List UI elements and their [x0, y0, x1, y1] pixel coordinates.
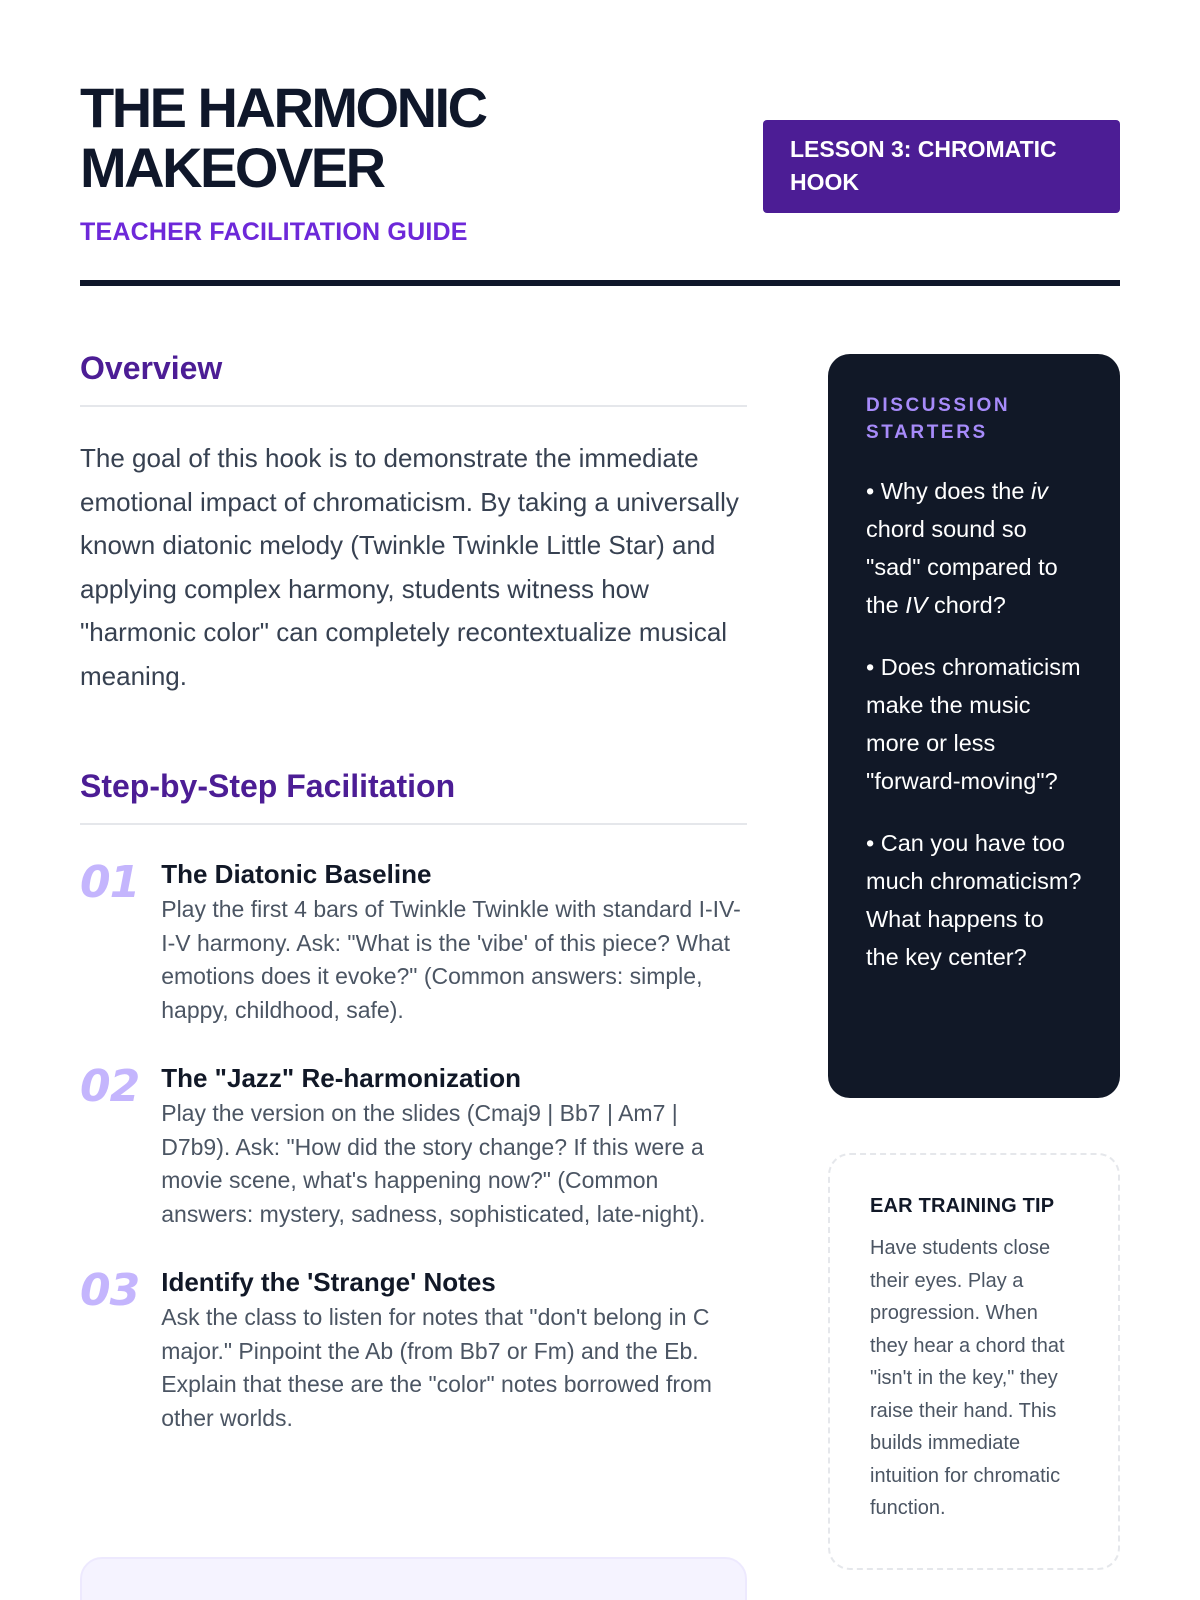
discussion-question: • Does chromaticism make the music more or less "forward-moving"?: [866, 654, 1081, 794]
step-text: Play the first 4 bars of Twinkle Twinkle with standard I-IV-I-V harmony. Ask: "What is the 'vibe' of this piece? What emotions does it evoke?" (Common answers: simple, happy, childhood, safe).: [161, 896, 741, 1023]
step-number: 01: [80, 857, 140, 908]
step-title: The Diatonic Baseline: [161, 859, 432, 889]
overview-heading: Overview: [80, 350, 747, 407]
lesson-badge: LESSON 3: CHROMATIC HOOK: [763, 120, 1120, 213]
page-header: [80, 78, 1120, 288]
header-divider: [80, 280, 1120, 286]
step-item: [80, 1265, 747, 1435]
discussion-question: • Can you have too much chromaticism? What happens to the key center?: [866, 830, 1082, 970]
page-title: THE HARMONIC MAKEOVER: [80, 76, 486, 199]
ear-training-tip-card: [828, 1153, 1120, 1570]
main-column: [80, 350, 747, 1435]
tip-title: EAR TRAINING TIP: [870, 1195, 1055, 1217]
steps-list: [80, 857, 747, 1435]
step-item: [80, 1061, 747, 1231]
step-text: Ask the class to listen for notes that "don't belong in C major." Pinpoint the Ab (from Bb7 or Fm) and the Eb. Explain that these are the "color" notes borrowed from other worlds.: [161, 1304, 712, 1431]
page-subtitle: TEACHER FACILITATION GUIDE: [80, 218, 468, 246]
step-item: [80, 857, 747, 1027]
step-text: Play the version on the slides (Cmaj9 | Bb7 | Am7 | D7b9). Ask: "How did the story change? If this were a movie scene, what's happening now?" (Common answers: mystery, sadness, sophisticated, late-night).: [161, 1100, 706, 1227]
discussion-question: • Why does the iv chord sound so "sad" compared to the IV chord?: [866, 478, 1058, 618]
discussion-starters-title: DISCUSSION STARTERS: [866, 395, 1011, 443]
step-number: 02: [80, 1061, 140, 1112]
callout-box: [80, 1557, 747, 1600]
overview-text: The goal of this hook is to demonstrate the immediate emotional impact of chromaticism. By taking a universally known diatonic melody (Twinkle Twinkle Little Star) and applying complex harmony, students witness how "harmonic color" can completely recontextualize musical meaning.: [80, 443, 739, 691]
tip-text: Have students close their eyes. Play a progression. When they hear a chord that "isn't in the key," they raise their hand. This builds immediate intuition for chromatic function.: [870, 1237, 1065, 1519]
steps-heading: Step-by-Step Facilitation: [80, 768, 747, 825]
discussion-starters-card: [828, 354, 1120, 1098]
step-number: 03: [80, 1265, 140, 1316]
step-title: The "Jazz" Re-harmonization: [161, 1063, 522, 1093]
step-title: Identify the 'Strange' Notes: [161, 1267, 496, 1297]
